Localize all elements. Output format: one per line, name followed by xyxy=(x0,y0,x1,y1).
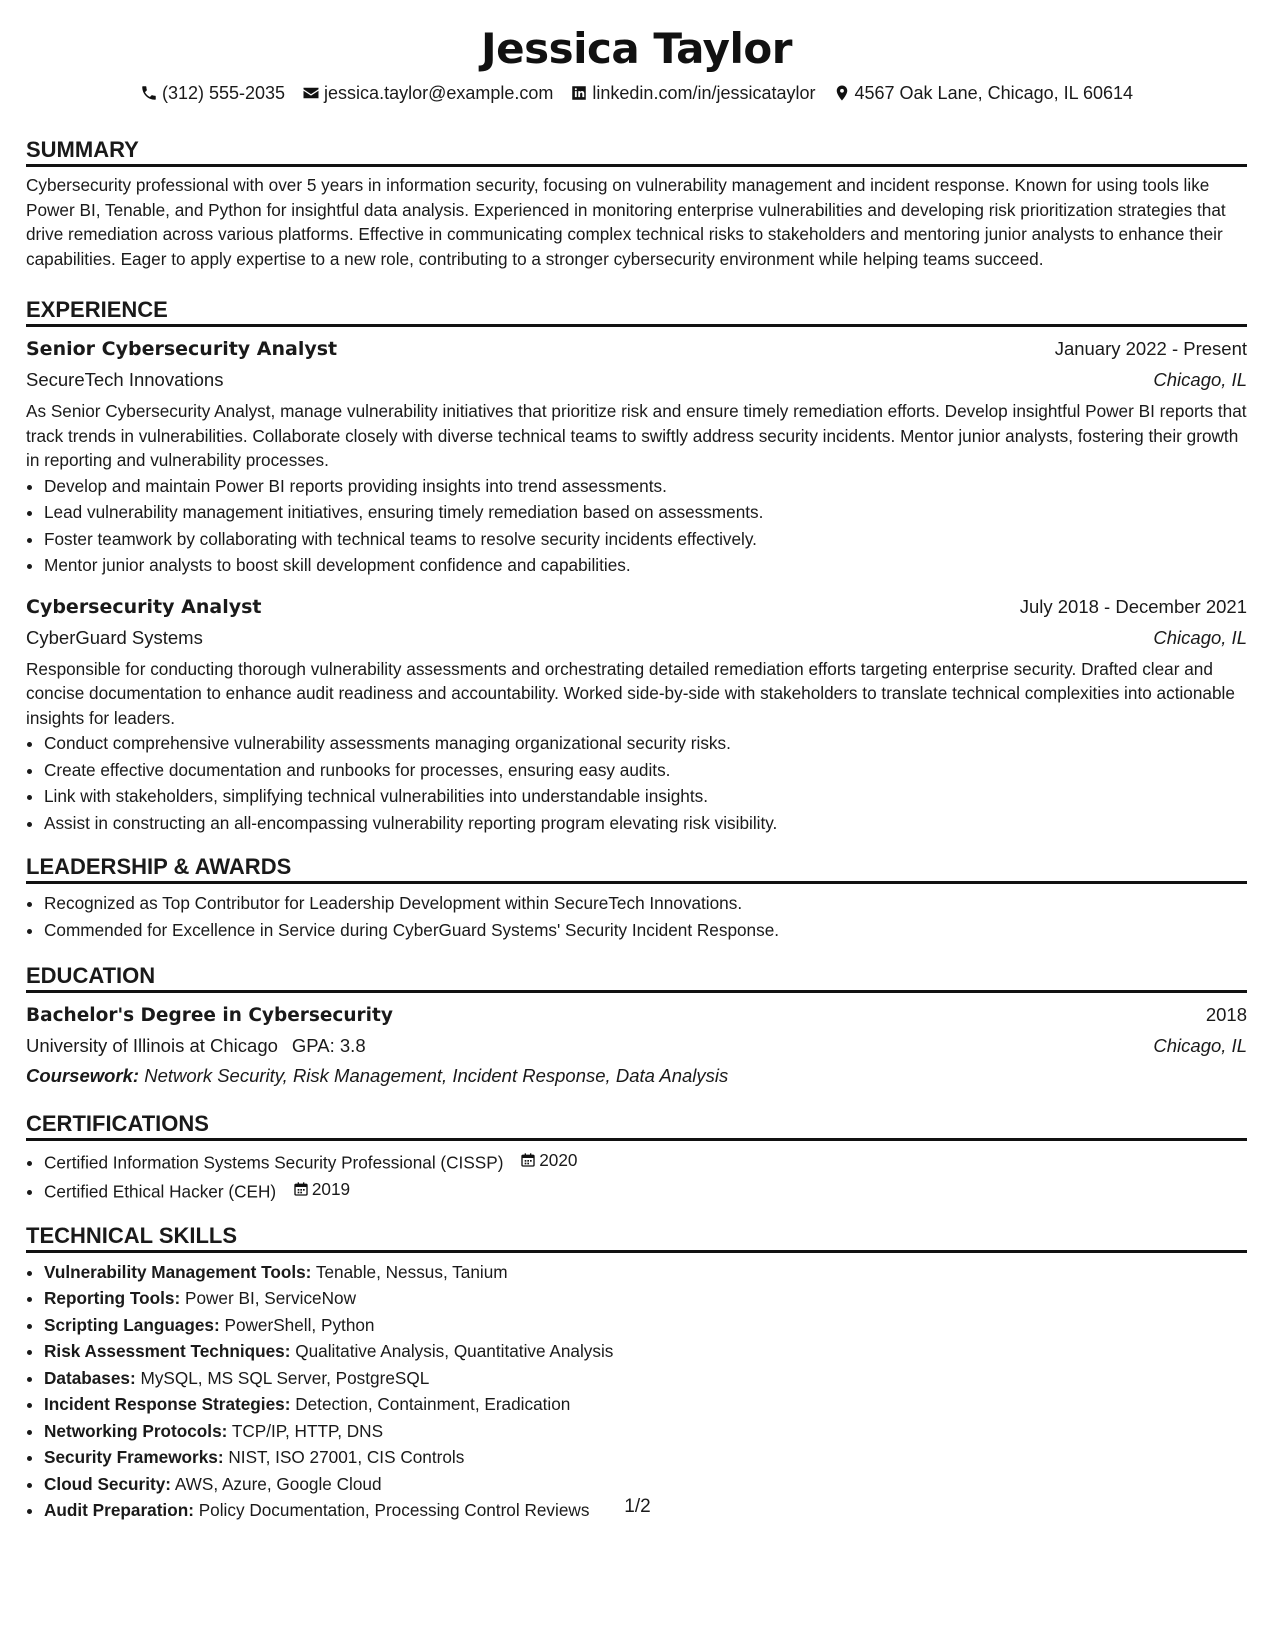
experience-section xyxy=(26,297,1247,836)
certifications-list xyxy=(26,1147,1247,1205)
job-bullets xyxy=(26,473,1247,579)
list-item xyxy=(44,1391,1247,1418)
skill-value: Tenable, Nessus, Tanium xyxy=(315,1261,508,1282)
list-item xyxy=(44,1418,1247,1445)
job-dates: July 2018 - December 2021 xyxy=(1019,595,1247,617)
school-line xyxy=(26,1031,366,1061)
contact-email[interactable] xyxy=(302,79,553,107)
coursework-list: Network Security, Risk Management, Incident Response, Data Analysis xyxy=(144,1065,729,1086)
skill-label: Security Frameworks: xyxy=(44,1447,224,1467)
graduation-year: 2018 xyxy=(1205,1004,1247,1025)
leadership-heading: LEADERSHIP & AWARDS xyxy=(26,854,1247,884)
calendar-icon xyxy=(520,1152,536,1168)
job-title: Senior Cybersecurity Analyst xyxy=(26,338,338,360)
phone-text: (312) 555-2035 xyxy=(161,83,286,103)
leadership-section xyxy=(26,854,1247,943)
map-pin-icon xyxy=(833,84,851,102)
school-name: University of Illinois at Chicago xyxy=(26,1035,278,1056)
certifications-heading: CERTIFICATIONS xyxy=(26,1111,1247,1141)
job-entry xyxy=(26,333,1247,579)
page-number: 1/2 xyxy=(624,1496,651,1517)
list-item: • Conduct comprehensive vulnerability assessments managing organizational security risks. xyxy=(44,730,1247,757)
school-location: Chicago, IL xyxy=(1153,1035,1247,1056)
skill-value: PowerShell, Python xyxy=(224,1314,375,1335)
summary-heading: SUMMARY xyxy=(26,137,1247,167)
education-section xyxy=(26,963,1247,1091)
cert-date xyxy=(293,1176,350,1203)
skill-label: Reporting Tools: xyxy=(44,1288,181,1308)
skill-value: Detection, Containment, Eradication xyxy=(295,1394,571,1414)
skill-value: AWS, Azure, Google Cloud xyxy=(174,1473,382,1494)
linkedin-icon xyxy=(570,84,588,102)
job-location: Chicago, IL xyxy=(1153,369,1247,390)
skill-value: MySQL, MS SQL Server, PostgreSQL xyxy=(140,1367,430,1388)
skill-value: Policy Documentation, Processing Control Reviews xyxy=(198,1500,590,1520)
candidate-name: Jessica Taylor xyxy=(481,24,792,73)
certifications-section xyxy=(26,1111,1247,1205)
job-entry xyxy=(26,591,1247,837)
phone-icon xyxy=(140,84,158,102)
list-item: • Foster teamwork by collaborating with technical teams to resolve security incidents effectively. xyxy=(44,526,1247,553)
skills-heading: TECHNICAL SKILLS xyxy=(26,1223,1247,1253)
list-item xyxy=(44,1285,1247,1312)
contact-phone[interactable] xyxy=(140,79,285,107)
envelope-icon xyxy=(302,84,320,102)
email-text: jessica.taylor@example.com xyxy=(324,83,554,103)
job-location: Chicago, IL xyxy=(1153,626,1247,648)
calendar-icon xyxy=(293,1181,309,1197)
leadership-list xyxy=(26,890,1247,943)
contact-bar xyxy=(26,79,1247,107)
job-bullets xyxy=(26,730,1247,836)
list-item xyxy=(44,1444,1247,1471)
coursework-label: Coursework: xyxy=(26,1065,140,1086)
skill-label: Networking Protocols: xyxy=(44,1420,228,1441)
skill-label: Cloud Security: xyxy=(44,1473,172,1494)
skill-value: NIST, ISO 27001, CIS Controls xyxy=(228,1447,465,1467)
contact-linkedin[interactable] xyxy=(570,79,815,107)
cert-year: 2020 xyxy=(539,1150,578,1170)
cert-name: Certified Information Systems Security Professional (CISSP) xyxy=(44,1152,504,1173)
list-item: • Develop and maintain Power BI reports providing insights into trend assessments. xyxy=(44,473,1247,500)
list-item: • Create effective documentation and runbooks for processes, ensuring easy audits. xyxy=(44,757,1247,784)
job-description: As Senior Cybersecurity Analyst, manage vulnerability initiatives that prioritize risk and ensure timely remediation efforts. Develop insightful Power BI reports that track trends in vulnerabilities. Collaborate closely with diverse technical teams to swiftly address security incidents. Mentor junior analysts, fostering their growth in reporting and vulnerability processes. xyxy=(26,401,1247,470)
job-dates: January 2022 - Present xyxy=(1054,338,1247,359)
list-item: • Recognized as Top Contributor for Leadership Development within SecureTech Innovations. xyxy=(44,890,1247,917)
degree-title: Bachelor's Degree in Cybersecurity xyxy=(26,1005,393,1026)
list-item: • Mentor junior analysts to boost skill development confidence and capabilities. xyxy=(44,552,1247,579)
skill-label: Scripting Languages: xyxy=(44,1314,220,1335)
education-heading: EDUCATION xyxy=(26,963,1247,993)
job-description: Responsible for conducting thorough vulnerability assessments and orchestrating detailed remediation efforts targeting enterprise security. Drafted clear and concise documentation to enhance audit readiness and accountability. Worked side-by-side with stakeholders to translate technical complexities into actionable insights for leaders. xyxy=(26,658,1235,728)
experience-heading: EXPERIENCE xyxy=(26,297,1247,327)
cert-name: Certified Ethical Hacker (CEH) xyxy=(44,1181,277,1201)
cert-date xyxy=(520,1147,577,1174)
list-item xyxy=(44,1147,1247,1176)
job-title: Cybersecurity Analyst xyxy=(26,595,262,618)
contact-address xyxy=(833,79,1134,107)
list-item xyxy=(44,1365,1247,1392)
coursework xyxy=(26,1061,1247,1091)
skill-value: TCP/IP, HTTP, DNS xyxy=(231,1420,384,1441)
address-text: 4567 Oak Lane, Chicago, IL 60614 xyxy=(854,83,1134,103)
list-item xyxy=(44,1176,1247,1205)
list-item xyxy=(44,1312,1247,1339)
skills-section xyxy=(26,1223,1247,1524)
job-company: CyberGuard Systems xyxy=(26,626,203,648)
list-item xyxy=(44,1338,1247,1365)
summary-text: Cybersecurity professional with over 5 years in information security, focusing on vulnerability management and incident response. Known for using tools like Power BI, Tenable, and Python for insightful data analysis. Experienced in monitoring enterprise vulnerabilities and developing risk prioritization strategies that drive remediation across various platforms. Effective in communicating complex technical risks to stakeholders and mentoring junior analysts to enhance their capabilities. Eager to apply expertise to a new role, contributing to a stronger cybersecurity environment while helping teams succeed. xyxy=(26,175,1226,269)
gpa: GPA: 3.8 xyxy=(291,1035,366,1056)
cert-year: 2019 xyxy=(311,1178,351,1199)
job-company: SecureTech Innovations xyxy=(26,369,224,390)
linkedin-text: linkedin.com/in/jessicataylor xyxy=(592,83,816,103)
skill-label: Audit Preparation: xyxy=(44,1500,194,1520)
list-item xyxy=(44,1259,1247,1286)
skill-label: Risk Assessment Techniques: xyxy=(44,1341,291,1361)
summary-section xyxy=(26,137,1247,271)
list-item: • Assist in constructing an all-encompassing vulnerability reporting program elevating risk visibility. xyxy=(44,810,1247,837)
list-item: • Link with stakeholders, simplifying technical vulnerabilities into understandable insights. xyxy=(44,783,1247,810)
skill-value: Qualitative Analysis, Quantitative Analysis xyxy=(295,1341,614,1361)
skill-value: Power BI, ServiceNow xyxy=(185,1288,356,1308)
list-item: • Lead vulnerability management initiatives, ensuring timely remediation based on assessments. xyxy=(44,499,1247,526)
skill-label: Incident Response Strategies: xyxy=(44,1394,291,1414)
skill-label: Databases: xyxy=(44,1367,136,1388)
skills-list xyxy=(26,1259,1247,1524)
skill-label: Vulnerability Management Tools: xyxy=(44,1261,312,1282)
list-item: • Commended for Excellence in Service during CyberGuard Systems' Security Incident Response. xyxy=(44,917,1247,944)
